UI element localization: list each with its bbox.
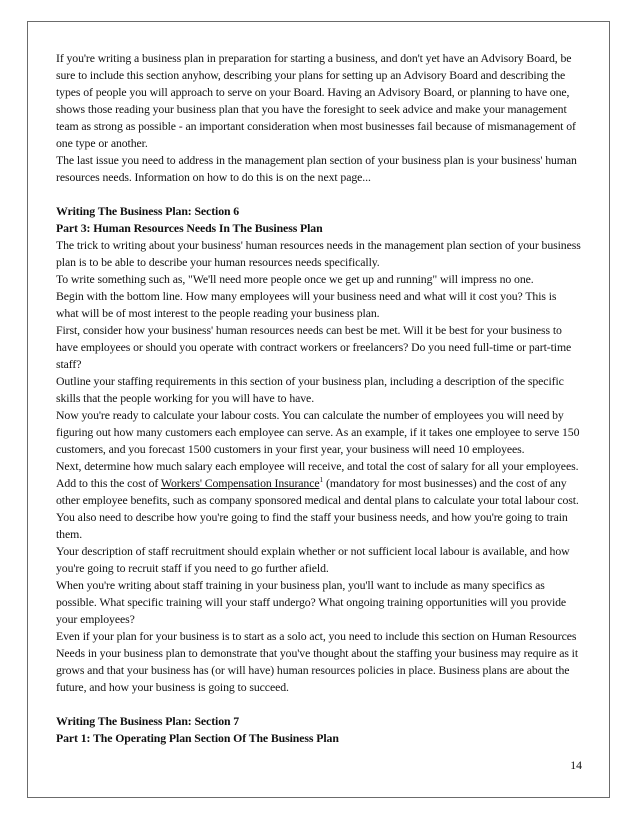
page-number: 14 [570,758,582,772]
intro-paragraph-advisory-board: If you're writing a business plan in preparation for starting a business, and don't yet have an Advisory Board, be sure to include this section anyhow, describing your plans for setting up an Advisory Board and describing the types of people you will approach to serve on your Board. Having an Advisory Board, or planning to have one, shows those reading your business plan that you have the foresight to seek advice and make your management team as strong as possible - an important consideration when most businesses fail because of mismanagement of one type or another. [56,51,576,150]
section7-title: Writing The Business Plan: Section 7 [56,714,240,728]
spacer [56,186,581,203]
body-paragraph: Next, determine how much salary each employee will receive, and total the cost of salary for all your employees. [56,459,579,473]
body-paragraph: When you're writing about staff training in your business plan, you'll want to include as many specifics as possible. What specific training will your staff undergo? What ongoing training opportunities will you provide your employees? [56,578,567,626]
section6-subtitle: Part 3: Human Resources Needs In The Business Plan [56,221,323,235]
intro-paragraph-human-resources: The last issue you need to address in the management plan section of your business plan is your business' human resources needs. Information on how to do this is on the next page... [56,153,577,184]
body-paragraph: Now you're ready to calculate your labour costs. You can calculate the number of employees you will need by figuring out how many customers each employee can serve. As an example, if it takes one employee to serve 150 customers, and you forecast 1500 customers in your first year, your business will need 10 employees. [56,408,580,456]
workers-compensation-link[interactable]: Workers' Compensation Insurance [160,476,320,490]
body-paragraph: First, consider how your business' human resources needs can best be met. Will it be best for your business to have employees or should you operate with contract workers or freelancers? Do you need full-time or part-time staff? [56,323,572,371]
text-before-link: Add to this the cost of [56,476,161,490]
document-body [56,50,581,747]
section7-subtitle: Part 1: The Operating Plan Section Of The Business Plan [56,731,339,745]
body-paragraph: Even if your plan for your business is to start as a solo act, you need to include this section on Human Resources Needs in your business plan to demonstrate that you've thought about the staffing your business may require as it grows and that your business has (or will have) human resources policies in place. Business plans are about the future, and how your business is going to succeed. [56,629,579,694]
body-paragraph: Outline your staffing requirements in this section of your business plan, including a description of the specific skills that the people working for you will have to have. [56,374,564,405]
spacer [56,696,581,713]
body-paragraph: You also need to describe how you're going to find the staff your business needs, and how you're going to train them. [56,510,568,541]
section6-title: Writing The Business Plan: Section 6 [56,204,240,218]
body-paragraph: The trick to writing about your business' human resources needs in the management plan section of your business plan is to be able to describe your human resources needs specifically. [56,238,581,269]
body-paragraph: Your description of staff recruitment should explain whether or not sufficient local labour is available, and how you're going to recruit staff if you need to go further afield. [56,544,570,575]
body-paragraph: To write something such as, "We'll need more people once we get up and running" will impress no one. [56,272,534,286]
footnote-marker: 1 [319,475,324,485]
workers-compensation-paragraph [56,475,581,509]
text-after-link: (mandatory for most businesses) and the cost of any other employee benefits, such as company sponsored medical and dental plans to calculate your total labour cost. [56,476,579,507]
body-paragraph: Begin with the bottom line. How many employees will your business need and what will it cost you? This is what will be of most interest to the people reading your business plan. [56,289,557,320]
